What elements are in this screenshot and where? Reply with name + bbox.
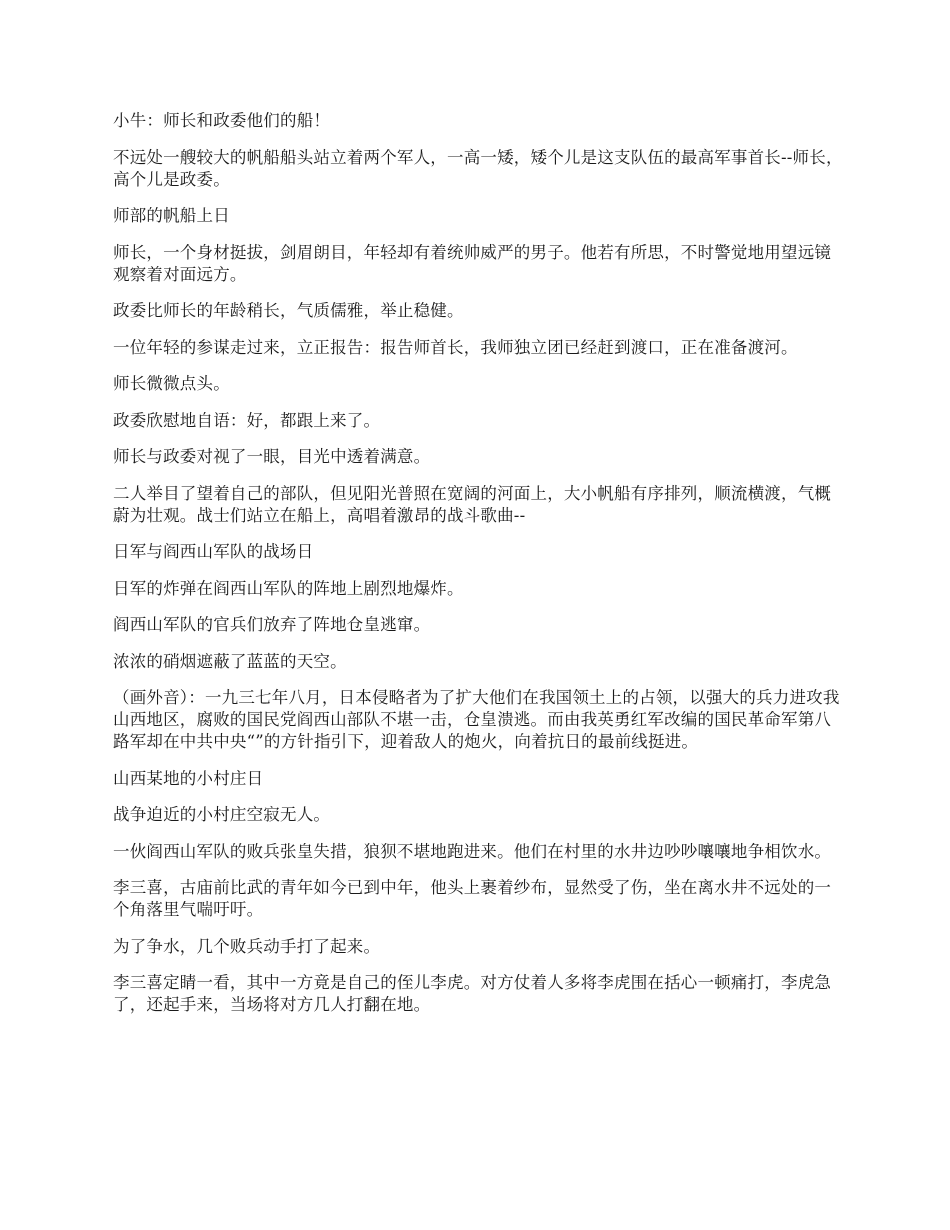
paragraph: 二人举目了望着自己的部队，但见阳光普照在宽阔的河面上，大小帆船有序排列，顺流横渡，气概蔚为壮观。战士们站立在船上，高唱着激昂的战斗歌曲-- — [113, 483, 832, 525]
paragraph: 日军的炸弹在阎西山军队的阵地上剧烈地爆炸。 — [113, 578, 464, 598]
paragraph: 师长微微点头。 — [113, 374, 230, 393]
paragraph: 政委比师长的年龄稍长，气质儒雅，举止稳健。 — [113, 301, 464, 320]
scene-heading: 山西某地的小村庄日 — [113, 768, 264, 788]
paragraph: 政委欣慰地自语：好，都跟上来了。 — [113, 410, 381, 430]
document-body — [113, 110, 845, 1031]
paragraph: 浓浓的硝烟遮蔽了蓝蓝的天空。 — [113, 651, 347, 671]
paragraph: 师长，一个身材挺拔，剑眉朗目，年轻却有着统帅威严的男子。他若有所思，不时警觉地用望远镜观察着对面远方。 — [113, 242, 832, 284]
paragraph: 一位年轻的参谋走过来，立正报告：报告师首长，我师独立团已经赶到渡口，正在准备渡河。 — [113, 337, 798, 357]
voice-over-paragraph: （画外音）：一九三七年八月，日本侵略者为了扩大他们在我国领土上的占领，以强大的兵力进攻我山西地区，腐败的国民党阎西山部队不堪一击，仓皇溃逃。而由我英勇红军改编的国民革命军第八路军却在中共中央“”的方针指引下，迎着敌人的炮火，向着抗日的最前线挺进。 — [113, 688, 840, 751]
paragraph: 师长与政委对视了一眼，目光中透着满意。 — [113, 447, 431, 466]
paragraph: 不远处一艘较大的帆船船头站立着两个军人，一高一矮，矮个儿是这支队伍的最高军事首长--师长，高个儿是政委。 — [113, 147, 843, 189]
paragraph: 战争迫近的小村庄空寂无人。 — [113, 805, 331, 824]
paragraph: 阎西山军队的官兵们放弃了阵地仓皇逃窜。 — [113, 615, 431, 634]
paragraph: 李三喜定睛一看，其中一方竟是自己的侄儿李虎。对方仗着人多将李虎围在括心一顿痛打，李虎急了，还起手来，当场将对方几人打翻在地。 — [113, 973, 832, 1014]
paragraph: 李三喜，古庙前比武的青年如今已到中年，他头上裹着纱布，显然受了伤，坐在离水井不远处的一个角落里气喘吁吁。 — [113, 878, 832, 919]
paragraph: 小牛：师长和政委他们的船！ — [113, 111, 331, 130]
scene-heading: 师部的帆船上日 — [113, 206, 230, 225]
paragraph: 为了争水，几个败兵动手打了起来。 — [113, 936, 381, 956]
paragraph: 一伙阎西山军队的败兵张皇失措，狼狈不堪地跑进来。他们在村里的水井边吵吵嚷嚷地争相饮水。 — [113, 841, 832, 861]
scene-heading: 日军与阎西山军队的战场日 — [113, 542, 314, 561]
